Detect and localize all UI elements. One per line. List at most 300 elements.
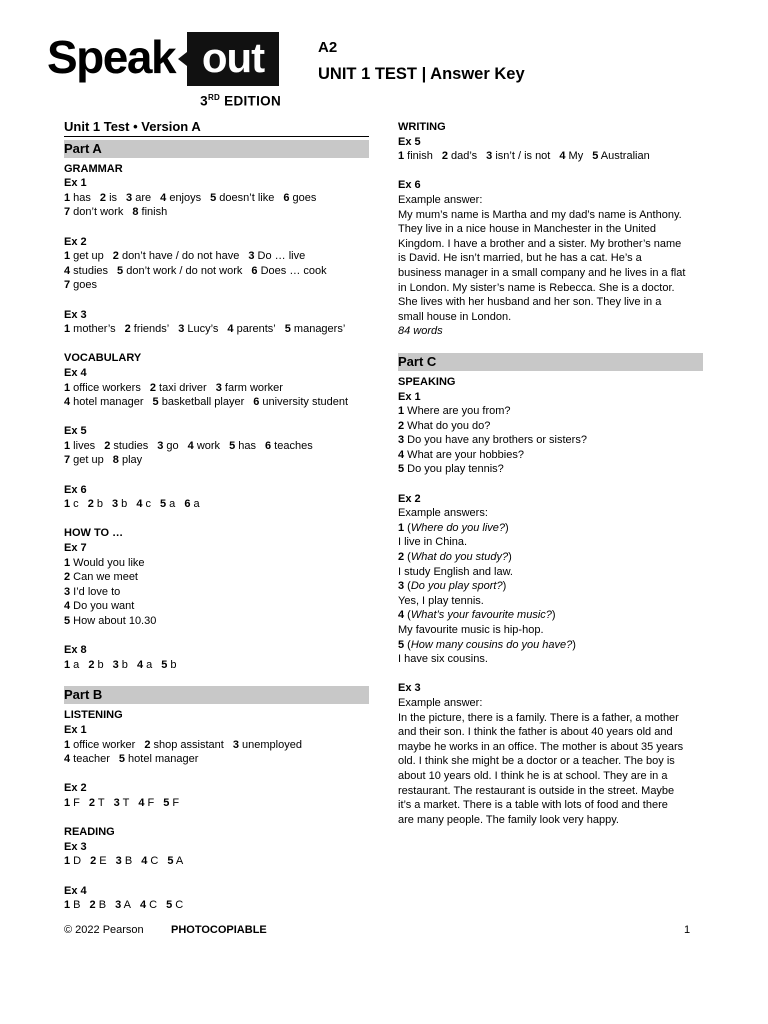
answer-number: 6 bbox=[253, 396, 260, 409]
answer-text: b bbox=[94, 658, 104, 671]
answer-text: b bbox=[118, 658, 128, 671]
answer-line bbox=[64, 278, 369, 293]
answer-item bbox=[137, 659, 152, 671]
answer-item bbox=[89, 797, 105, 809]
logo-out-text: out bbox=[187, 32, 279, 86]
answer-text: a bbox=[166, 498, 176, 511]
answer-item bbox=[144, 739, 224, 751]
answer-number: 2 bbox=[89, 899, 96, 912]
writing-heading: WRITING bbox=[398, 121, 446, 133]
answer-line bbox=[64, 556, 369, 571]
exercise-title: Ex 2 bbox=[398, 492, 421, 505]
answer-item bbox=[64, 265, 108, 277]
answer-text: How about 10.30 bbox=[70, 615, 157, 627]
answer-number: 3 bbox=[157, 439, 164, 452]
answer-number: 4 bbox=[64, 396, 71, 409]
listening-heading: LISTENING bbox=[64, 709, 123, 722]
answer-text: finish bbox=[138, 206, 168, 219]
answer-text: has bbox=[70, 191, 91, 204]
answer-line bbox=[64, 585, 369, 600]
answer-line bbox=[64, 658, 369, 673]
exercise-title: Ex 4 bbox=[64, 884, 87, 897]
answer-text: Would you like bbox=[70, 556, 145, 569]
page-number: 1 bbox=[684, 924, 691, 936]
answer-text: go bbox=[163, 439, 179, 452]
answer-number: 7 bbox=[64, 454, 71, 467]
answer-item bbox=[64, 396, 144, 408]
paragraph-line: They live in a nice house in Manchester in the United bbox=[398, 223, 657, 236]
part-c-heading: Part C bbox=[398, 353, 703, 371]
example-question: 2 (What do you study?) bbox=[398, 551, 512, 564]
answer-text: What do you do? bbox=[404, 419, 491, 432]
answer-text: work bbox=[193, 439, 221, 452]
answer-number: 5 bbox=[118, 753, 125, 766]
answer-item bbox=[265, 440, 313, 452]
answer-text: teacher bbox=[70, 753, 110, 766]
vocabulary-ex4-answers bbox=[64, 381, 369, 410]
answer-number: 1 bbox=[64, 439, 71, 452]
answer-text: b bbox=[93, 498, 103, 511]
exercise-title: Ex 2 bbox=[64, 235, 87, 248]
answer-text: doesn’t like bbox=[216, 191, 275, 204]
answer-item bbox=[160, 498, 175, 510]
answer-item bbox=[116, 855, 133, 867]
answer-text: mother’s bbox=[70, 323, 116, 336]
answer-line bbox=[64, 205, 369, 220]
exercise-title: Ex 3 bbox=[64, 308, 87, 321]
answer-item bbox=[153, 396, 245, 408]
logo-speak-text: Speak bbox=[47, 31, 176, 83]
answer-text: unemployed bbox=[238, 738, 302, 751]
answer-number: 1 bbox=[64, 855, 71, 868]
paragraph-line: Kingdom. I have a brother and a sister. My brother’s name bbox=[398, 237, 682, 250]
example-question: 3 (Do you play sport?) bbox=[398, 580, 507, 593]
answer-item bbox=[64, 382, 141, 394]
answer-text: a bbox=[190, 498, 200, 511]
answer-text: E bbox=[96, 855, 107, 868]
answer-text: Does … cook bbox=[257, 264, 327, 277]
answer-number: 3 bbox=[115, 899, 122, 912]
answer-line bbox=[64, 599, 369, 614]
copyright-text: © 2022 Pearson bbox=[64, 924, 144, 936]
answer-text: studies bbox=[110, 439, 149, 452]
answer-item bbox=[136, 498, 151, 510]
answer-line bbox=[64, 570, 369, 585]
answer-number: 6 bbox=[283, 191, 290, 204]
answer-text: Where are you from? bbox=[404, 405, 511, 418]
speakout-logo bbox=[47, 32, 281, 112]
answer-text: parents’ bbox=[233, 323, 276, 336]
answer-number: 2 bbox=[104, 439, 111, 452]
answer-number: 4 bbox=[136, 658, 144, 671]
reading-heading: READING bbox=[64, 826, 115, 839]
answer-item bbox=[160, 192, 201, 204]
answer-item bbox=[64, 440, 95, 452]
answer-item bbox=[167, 855, 183, 867]
answer-item bbox=[90, 899, 107, 911]
example-intro: Example answer: bbox=[398, 696, 483, 709]
answer-number: 2 bbox=[441, 150, 448, 163]
answer-line bbox=[398, 149, 703, 164]
answer-number: 1 bbox=[398, 150, 405, 163]
vocabulary-ex5-answers bbox=[64, 439, 369, 468]
example-answer: I study English and law. bbox=[398, 565, 513, 578]
answer-item bbox=[64, 739, 135, 751]
answer-text: teaches bbox=[271, 439, 313, 452]
answer-item bbox=[88, 498, 103, 510]
answer-text: B bbox=[121, 855, 133, 868]
answer-text: What are your hobbies? bbox=[404, 448, 524, 461]
answer-number: 3 bbox=[486, 150, 493, 163]
right-column bbox=[398, 120, 703, 827]
paragraph-line: business manager in a small company and he lives in a flat bbox=[398, 266, 686, 279]
answer-number: 4 bbox=[559, 150, 566, 163]
answer-item bbox=[64, 454, 104, 466]
answer-number: 3 bbox=[112, 658, 119, 671]
answer-number: 2 bbox=[88, 796, 96, 809]
exercise-title: Ex 8 bbox=[64, 644, 87, 657]
answer-item bbox=[229, 440, 256, 452]
answer-number: 3 bbox=[248, 250, 255, 263]
answer-item bbox=[216, 382, 283, 394]
answer-item bbox=[253, 396, 348, 408]
answer-item bbox=[210, 192, 274, 204]
answer-item bbox=[398, 434, 587, 446]
answer-number: 3 bbox=[178, 323, 185, 336]
answer-item bbox=[113, 659, 128, 671]
answer-item bbox=[141, 855, 158, 867]
answer-item bbox=[398, 463, 504, 475]
example-intro: Example answer: bbox=[398, 193, 483, 206]
answer-item bbox=[64, 192, 91, 204]
answer-line bbox=[398, 448, 703, 463]
exercise-title: Ex 5 bbox=[398, 135, 421, 148]
answer-number: 1 bbox=[64, 556, 71, 569]
answer-text: T bbox=[119, 796, 130, 809]
exercise-title: Ex 4 bbox=[64, 366, 87, 379]
answer-number: 4 bbox=[64, 600, 71, 613]
exercise-title: Ex 1 bbox=[64, 177, 87, 190]
answer-number: 1 bbox=[398, 405, 405, 418]
answer-item bbox=[125, 323, 170, 335]
answer-item bbox=[166, 899, 183, 911]
grammar-ex3-answers bbox=[64, 322, 369, 337]
answer-text: hotel manager bbox=[70, 396, 144, 409]
word-count-text: 84 words bbox=[398, 325, 443, 338]
part-b-heading: Part B bbox=[64, 686, 369, 704]
answer-item bbox=[119, 753, 199, 765]
writing-ex6-paragraph bbox=[398, 208, 703, 325]
answer-text: Lucy’s bbox=[184, 323, 219, 336]
example-question: 5 (How many cousins do you have?) bbox=[398, 638, 576, 651]
answer-item bbox=[100, 192, 117, 204]
answer-number: 1 bbox=[64, 323, 71, 336]
answer-line bbox=[64, 381, 369, 396]
answer-item bbox=[64, 615, 156, 627]
answer-text: hotel manager bbox=[125, 753, 199, 766]
answer-number: 5 bbox=[117, 264, 124, 277]
answer-number: 2 bbox=[144, 738, 151, 751]
answer-number: 1 bbox=[64, 381, 71, 394]
exercise-title: Ex 1 bbox=[64, 723, 87, 736]
answer-number: 3 bbox=[232, 738, 239, 751]
answer-item bbox=[64, 586, 120, 598]
answer-item bbox=[138, 797, 154, 809]
answer-text: basketball player bbox=[158, 396, 245, 409]
answer-item bbox=[227, 323, 275, 335]
answer-item bbox=[398, 405, 511, 417]
answer-number: 1 bbox=[64, 796, 71, 809]
paragraph-line: it’s a market. There is a table with lots of food and there bbox=[398, 799, 668, 812]
answer-item bbox=[64, 323, 116, 335]
answer-text: b bbox=[118, 498, 128, 511]
answer-number: 3 bbox=[113, 796, 120, 809]
answer-number: 7 bbox=[64, 206, 71, 219]
answer-text: dad’s bbox=[448, 150, 478, 163]
answer-number: 5 bbox=[161, 658, 168, 671]
answer-line bbox=[398, 462, 703, 477]
answer-line bbox=[64, 752, 369, 767]
answer-item bbox=[283, 192, 316, 204]
answer-number: 4 bbox=[64, 753, 71, 766]
paragraph-line: old. I think she might be a doctor or a teacher. The boy is bbox=[398, 755, 675, 768]
answer-text: C bbox=[146, 899, 158, 912]
answer-text: friends’ bbox=[130, 323, 170, 336]
answer-number: 1 bbox=[64, 738, 71, 751]
speaking-ex2-items bbox=[398, 521, 703, 667]
answer-item bbox=[115, 899, 131, 911]
answer-item bbox=[285, 323, 346, 335]
answer-text: don’t have / do not have bbox=[118, 250, 240, 263]
paragraph-line: maybe he works in an office. The mother is about 35 years bbox=[398, 740, 684, 753]
answer-text: get up bbox=[70, 454, 104, 467]
paragraph-line: is David. He isn’t married, but he has a cat. He’s a bbox=[398, 252, 642, 265]
answer-line bbox=[64, 497, 369, 512]
answer-text: F bbox=[169, 796, 180, 809]
answer-item bbox=[64, 797, 80, 809]
vocabulary-ex6-answers bbox=[64, 497, 369, 512]
answer-line bbox=[398, 404, 703, 419]
answer-number: 2 bbox=[88, 658, 95, 671]
answer-item bbox=[398, 150, 433, 162]
answer-text: shop assistant bbox=[150, 738, 224, 751]
word-count bbox=[398, 324, 703, 339]
answer-item bbox=[150, 382, 207, 394]
speaking-ex3-paragraph bbox=[398, 711, 703, 828]
answer-text: B bbox=[95, 899, 107, 912]
answer-number: 6 bbox=[184, 498, 191, 511]
answer-text: Can we meet bbox=[70, 571, 138, 584]
answer-text: D bbox=[70, 855, 82, 868]
answer-number: 4 bbox=[187, 439, 194, 452]
answer-item bbox=[442, 150, 477, 162]
grammar-ex1-answers bbox=[64, 191, 369, 220]
answer-text: taxi driver bbox=[155, 381, 207, 394]
answer-text: is bbox=[106, 191, 118, 204]
logo-edition bbox=[200, 93, 281, 109]
answer-item bbox=[64, 279, 97, 291]
answer-number: 3 bbox=[126, 191, 133, 204]
answer-number: 4 bbox=[227, 323, 234, 336]
exercise-title: Ex 6 bbox=[64, 483, 87, 496]
version-heading: Unit 1 Test • Version A bbox=[64, 120, 369, 137]
answer-line bbox=[398, 419, 703, 434]
answer-item bbox=[233, 739, 302, 751]
answer-line bbox=[64, 738, 369, 753]
exercise-title: Ex 1 bbox=[398, 390, 421, 403]
answer-number: 6 bbox=[251, 264, 258, 277]
answer-line bbox=[64, 854, 369, 869]
answer-item bbox=[64, 753, 110, 765]
answer-number: 3 bbox=[215, 381, 222, 394]
answer-text: play bbox=[118, 454, 143, 467]
example-answer: My favourite music is hip-hop. bbox=[398, 624, 544, 636]
answer-number: 4 bbox=[138, 796, 145, 809]
answer-item bbox=[140, 899, 157, 911]
answer-number: 1 bbox=[64, 899, 71, 912]
answer-number: 1 bbox=[64, 498, 71, 511]
answer-line bbox=[64, 898, 369, 913]
answer-number: 2 bbox=[64, 571, 71, 584]
answer-item bbox=[178, 323, 218, 335]
reading-ex3-answers bbox=[64, 854, 369, 869]
listening-ex2-answers bbox=[64, 796, 369, 811]
exercise-title: Ex 2 bbox=[64, 782, 87, 795]
answer-number: 5 bbox=[64, 615, 71, 627]
answer-number: 5 bbox=[398, 463, 405, 476]
answer-number: 7 bbox=[64, 279, 71, 292]
answer-text: b bbox=[167, 658, 177, 671]
answer-item bbox=[64, 498, 79, 510]
answer-number: 5 bbox=[160, 498, 167, 511]
exercise-title: Ex 3 bbox=[64, 840, 87, 853]
answer-number: 1 bbox=[64, 250, 71, 263]
answer-item bbox=[113, 250, 240, 262]
answer-line bbox=[64, 191, 369, 206]
answer-item bbox=[64, 206, 123, 218]
answer-text: C bbox=[172, 899, 184, 912]
paragraph-line: are many people. The family look very happy. bbox=[398, 813, 619, 826]
left-column bbox=[64, 120, 369, 913]
speaking-ex1-answers bbox=[398, 404, 703, 477]
answer-number: 5 bbox=[229, 439, 236, 452]
paragraph-line: In the picture, there is a family. There is a father, a mother bbox=[398, 711, 679, 724]
answer-text: goes bbox=[289, 191, 317, 204]
answer-text: get up bbox=[70, 250, 104, 263]
answer-number: 3 bbox=[64, 585, 71, 598]
answer-number: 4 bbox=[139, 899, 147, 912]
answer-item bbox=[64, 557, 145, 569]
answer-text: F bbox=[70, 796, 80, 809]
paragraph-line: small house in London. bbox=[398, 310, 512, 323]
answer-number: 2 bbox=[87, 498, 94, 511]
how-to-ex8-answers bbox=[64, 658, 369, 673]
paragraph-line: in London. My sister’s name is Rebecca. She is a doctor. bbox=[398, 281, 675, 294]
answer-number: 1 bbox=[64, 191, 71, 204]
part-a-heading: Part A bbox=[64, 140, 369, 158]
answer-number: 8 bbox=[112, 454, 119, 467]
answer-item bbox=[64, 250, 104, 262]
answer-text: a bbox=[143, 658, 153, 671]
edition-word: EDITION bbox=[220, 93, 281, 109]
answer-text: enjoys bbox=[166, 191, 202, 204]
answer-line bbox=[64, 796, 369, 811]
answer-item bbox=[559, 150, 583, 162]
answer-number: 5 bbox=[167, 855, 174, 868]
example-answer: I live in China. bbox=[398, 536, 468, 549]
answer-number: 3 bbox=[112, 498, 119, 511]
paragraph-line: My mum’s name is Martha and my dad’s name is Anthony. bbox=[398, 208, 682, 221]
answer-text: lives bbox=[70, 439, 96, 452]
answer-text: office worker bbox=[70, 738, 136, 751]
answer-item bbox=[64, 855, 81, 867]
paragraph-line: She lives with her husband and her son. They live in a bbox=[398, 296, 662, 309]
level-label: A2 bbox=[318, 39, 338, 56]
vocabulary-heading: VOCABULARY bbox=[64, 352, 142, 365]
answer-number: 6 bbox=[264, 439, 272, 452]
answer-item bbox=[90, 855, 107, 867]
answer-item bbox=[117, 265, 242, 277]
answer-line bbox=[64, 264, 369, 279]
answer-text: a bbox=[70, 658, 80, 671]
answer-text: C bbox=[147, 855, 159, 868]
answer-text: B bbox=[70, 899, 81, 912]
answer-number: 3 bbox=[115, 855, 122, 868]
answer-text: I’d love to bbox=[70, 585, 121, 598]
answer-number: 2 bbox=[149, 381, 156, 394]
edition-suffix: RD bbox=[207, 93, 221, 102]
answer-number: 4 bbox=[64, 264, 71, 277]
answer-number: 4 bbox=[398, 448, 405, 461]
answer-item bbox=[157, 440, 178, 452]
answer-number: 3 bbox=[398, 434, 405, 447]
answer-number: 8 bbox=[132, 206, 139, 219]
exercise-title: Ex 6 bbox=[398, 179, 421, 192]
answer-text: university student bbox=[259, 396, 349, 409]
answer-item bbox=[592, 150, 650, 162]
answer-number: 2 bbox=[124, 323, 131, 336]
answer-number: 4 bbox=[160, 191, 167, 204]
exercise-title: Ex 5 bbox=[64, 425, 87, 438]
answer-text: My bbox=[565, 150, 584, 163]
paragraph-line: restaurant. The restaurant is outside in the street. Maybe bbox=[398, 784, 675, 797]
listening-ex1-answers bbox=[64, 738, 369, 767]
writing-ex5-answers bbox=[398, 149, 703, 164]
answer-item bbox=[398, 449, 524, 461]
answer-text: A bbox=[121, 899, 131, 912]
answer-item bbox=[486, 150, 550, 162]
grammar-ex2-answers bbox=[64, 249, 369, 293]
answer-text: F bbox=[144, 796, 155, 809]
answer-item bbox=[64, 659, 79, 671]
answer-item bbox=[126, 192, 151, 204]
how-to-ex7-answers bbox=[64, 556, 369, 629]
answer-item bbox=[251, 265, 326, 277]
answer-item bbox=[64, 571, 138, 583]
paragraph-line: and their son. I think the father is about 40 years old and bbox=[398, 726, 673, 739]
answer-item bbox=[112, 498, 127, 510]
answer-item bbox=[113, 454, 142, 466]
answer-number: 5 bbox=[163, 796, 170, 809]
answer-item bbox=[188, 440, 220, 452]
answer-text: finish bbox=[404, 150, 433, 163]
speaking-heading: SPEAKING bbox=[398, 375, 456, 388]
answer-item bbox=[88, 659, 103, 671]
answer-line bbox=[64, 453, 369, 468]
answer-text: managers’ bbox=[290, 323, 346, 336]
answer-text: office workers bbox=[70, 381, 141, 394]
answer-number: 5 bbox=[152, 396, 159, 409]
